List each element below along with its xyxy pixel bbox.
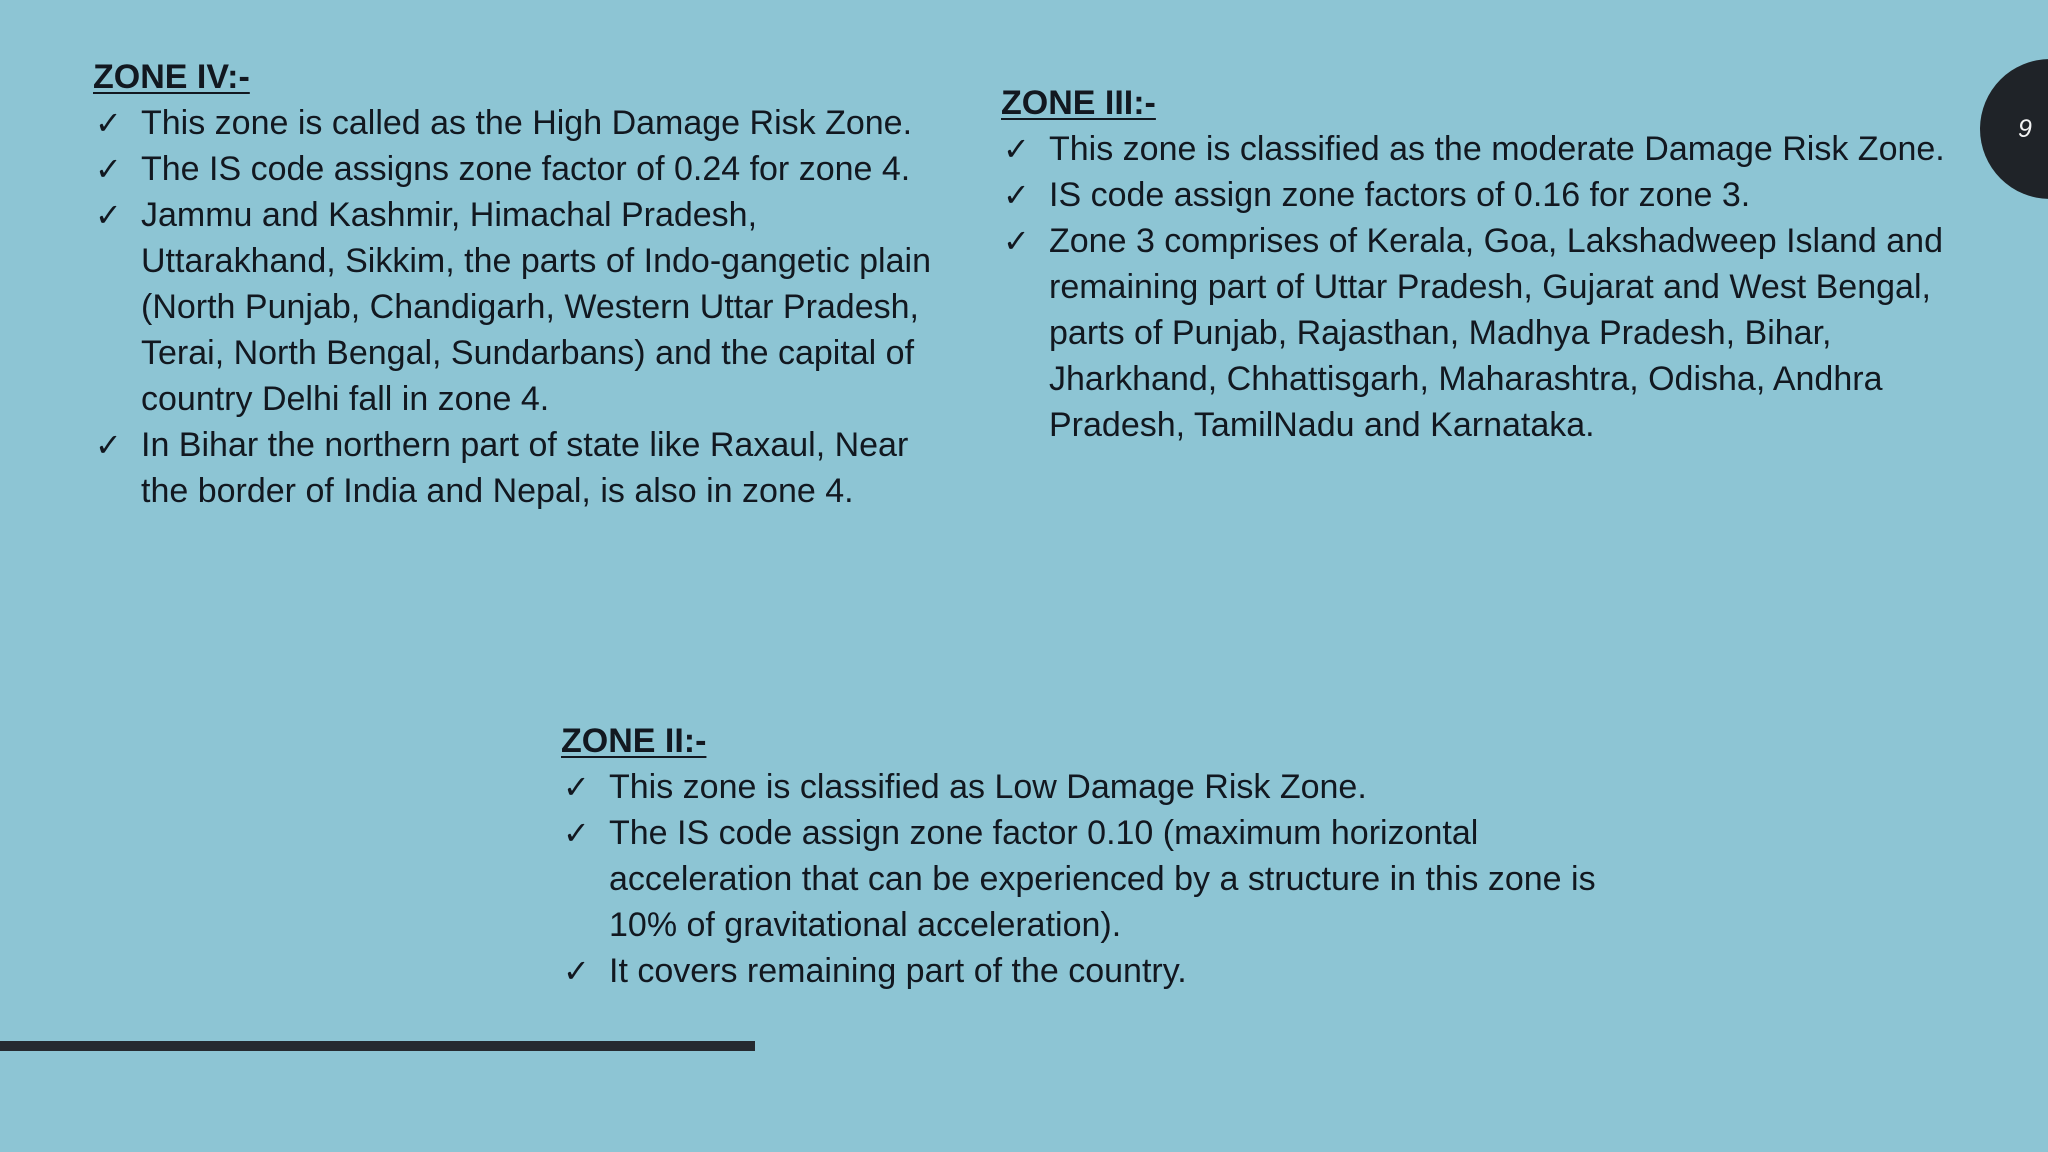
bullet-text: This zone is classified as the moderate Damage Risk Zone. <box>1049 130 1945 168</box>
zone-iv-bullet-4 <box>93 422 953 514</box>
zone-iii-bullet-1 <box>1001 126 1961 172</box>
zone-ii-bullet-2 <box>561 810 1601 948</box>
bullet-text: Jammu and Kashmir, Himachal Pradesh, Uttarakhand, Sikkim, the parts of Indo-gangetic plain (North Punjab, Chandigarh, Western Uttar Pradesh, Terai, North Bengal, Sundarbans) and the capital of country Delhi fall in zone 4. <box>141 196 931 418</box>
zone-iii-bullet-3 <box>1001 218 1961 448</box>
checkmark-icon: ✓ <box>1003 177 1030 213</box>
checkmark-icon: ✓ <box>563 953 590 989</box>
zone-iii-bullet-list <box>1001 126 1961 448</box>
bullet-text: Zone 3 comprises of Kerala, Goa, Lakshadweep Island and remaining part of Uttar Pradesh, Gujarat and West Bengal, parts of Punjab, Rajasthan, Madhya Pradesh, Bihar, Jharkhand, Chhattisgarh, Maharashtra, Odisha, Andhra Pradesh, TamilNadu and Karnataka. <box>1049 222 1943 444</box>
zone-ii-section <box>561 718 1601 994</box>
zone-iii-bullet-2 <box>1001 172 1961 218</box>
bullet-text: In Bihar the northern part of state like Raxaul, Near the border of India and Nepal, is also in zone 4. <box>141 426 909 510</box>
bullet-text: IS code assign zone factors of 0.16 for zone 3. <box>1049 176 1751 214</box>
checkmark-icon: ✓ <box>1003 131 1030 167</box>
zone-iv-bullet-3 <box>93 192 953 422</box>
bottom-divider <box>0 1041 755 1051</box>
zone-ii-bullet-3 <box>561 948 1601 994</box>
checkmark-icon: ✓ <box>95 427 122 463</box>
page-number: 9 <box>2018 115 2032 143</box>
checkmark-icon: ✓ <box>95 105 122 141</box>
zone-ii-title: ZONE II:- <box>561 722 707 760</box>
zone-iv-section <box>93 54 953 514</box>
bullet-text: This zone is called as the High Damage Risk Zone. <box>141 104 913 142</box>
checkmark-icon: ✓ <box>1003 223 1030 259</box>
checkmark-icon: ✓ <box>563 815 590 851</box>
checkmark-icon: ✓ <box>95 151 122 187</box>
checkmark-icon: ✓ <box>563 769 590 805</box>
bullet-text: It covers remaining part of the country. <box>609 952 1187 990</box>
zone-ii-bullet-list <box>561 764 1601 994</box>
bullet-text: This zone is classified as Low Damage Risk Zone. <box>609 768 1367 806</box>
zone-iii-section <box>1001 80 1961 448</box>
zone-iv-title: ZONE IV:- <box>93 58 250 96</box>
zone-iv-bullet-2 <box>93 146 953 192</box>
bullet-text: The IS code assigns zone factor of 0.24 for zone 4. <box>141 150 911 188</box>
checkmark-icon: ✓ <box>95 197 122 233</box>
zone-iii-title: ZONE III:- <box>1001 84 1156 122</box>
zone-iv-bullet-1 <box>93 100 953 146</box>
zone-iv-bullet-list <box>93 100 953 514</box>
zone-ii-bullet-1 <box>561 764 1601 810</box>
bullet-text: The IS code assign zone factor 0.10 (maximum horizontal acceleration that can be experienced by a structure in this zone is 10% of gravitational acceleration). <box>609 814 1596 944</box>
page-number-badge <box>1980 59 2048 199</box>
